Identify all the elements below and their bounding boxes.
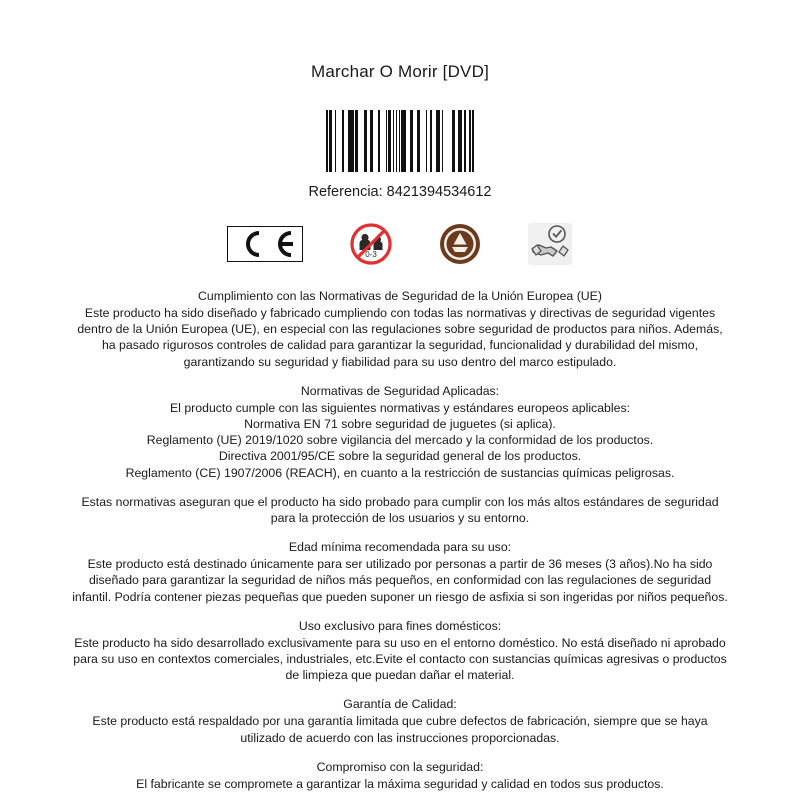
reference-number: Referencia: 8421394534612 [308,184,492,200]
compliance-marks-row [227,222,573,266]
section-paragraph: Este producto ha sido desarrollado exclusivamente para su uso en el entorno doméstico. No está diseñado ni aprobado para su uso en contextos comerciales, industriales, etc.Evite el contacto con sustancias químicas agresivas o productos de limpieza que puedan dañar el material. [73,635,727,683]
standards-list [70,416,730,481]
section-heading: Edad mínima recomendada para su uso: [288,540,512,555]
section-footer: Estas normativas aseguran que el producto ha sido probado para cumplir con los más altos estándares de seguridad para la protección de los usuarios y su entorno. [81,494,719,526]
section-minimum-age [70,539,730,605]
section-quality-warranty [70,696,730,745]
section-eu-compliance [70,288,730,370]
ce-mark-icon [227,226,303,262]
section-safety-commitment [70,759,730,792]
page-title: Marchar O Morir [DVD] [311,62,489,81]
section-paragraph: Este producto ha sido diseñado y fabricado cumpliendo con todas las normativas y directivas de seguridad vigentes dentro de la Unión Europea (UE), en especial con las regulaciones sobre seguridad de productos para niños. Además, ha pasado rigurosos controles de calidad para garantizar la seguridad, funcionalidad y durabilidad del mismo, garantizando su seguridad y fiabilidad para su uso dentro del marco estipulado. [77,306,723,369]
section-paragraph: Este producto está destinado únicamente para ser utilizado por personas a partir de 36 meses (3 años).No ha sido diseñado para garantizar la seguridad de niños más pequeños, en conformidad con las regulaciones de seguridad infantil. Podría contener piezas pequeñas que pueden suponer un riesgo de asfixia si son ingeridas por niños pequeños. [72,557,728,604]
section-paragraph: Este producto está respaldado por una garantía limitada que cubre defectos de fabricación, siempre que se haya utilizado de acuerdo con las instrucciones proporcionadas. [92,714,708,745]
section-heading: Compromiso con la seguridad: [316,759,484,774]
section-heading: Garantía de Calidad: [343,697,457,712]
barcode-block [308,110,491,200]
quality-handshake-icon [527,222,573,266]
legal-text-body [70,288,730,792]
section-applied-standards [70,383,730,526]
green-dot-recycling-icon [439,223,481,265]
list-item: Reglamento (CE) 1907/2006 (REACH), en cuanto a la restricción de sustancias químicas peligrosas. [125,465,675,480]
section-paragraph: El producto cumple con las siguientes normativas y estándares europeos aplicables: [169,400,631,415]
section-heading: Uso exclusivo para fines domésticos: [298,618,502,633]
section-heading: Normativas de Seguridad Aplicadas: [300,383,500,398]
list-item: Directiva 2001/95/CE sobre la seguridad general de los productos. [218,449,582,464]
no-children-under-3-icon [349,222,393,266]
svg-text:0-3: 0-3 [365,250,377,259]
list-item: Normativa EN 71 sobre seguridad de juguetes (si aplica). [244,417,556,432]
barcode-image [326,110,473,172]
section-domestic-use [70,618,730,684]
list-item: Reglamento (UE) 2019/1020 sobre vigilancia del mercado y la conformidad de los productos. [146,433,654,448]
section-paragraph: El fabricante se compromete a garantizar la máxima seguridad y calidad en todos sus productos. [136,776,664,791]
section-heading: Cumplimiento con las Normativas de Seguridad de la Unión Europea (UE) [198,289,602,303]
